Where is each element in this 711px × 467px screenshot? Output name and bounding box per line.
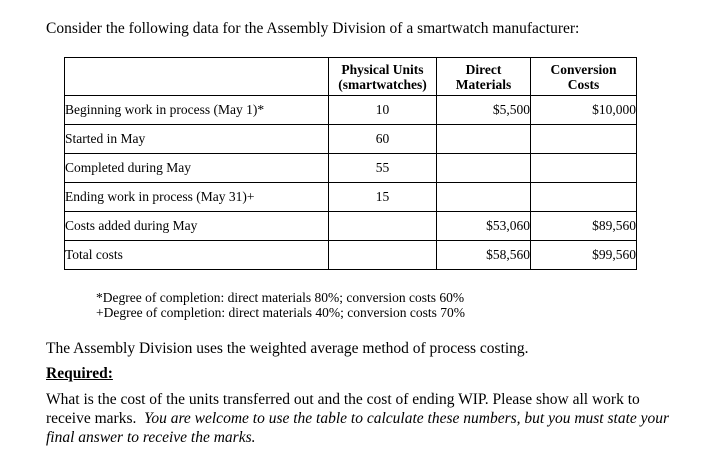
question-text	[46, 390, 686, 447]
conversion-costs-cell: $10,000	[531, 96, 637, 125]
required-heading: Required:	[46, 365, 113, 382]
table-header-row	[65, 58, 637, 96]
table-row	[65, 183, 637, 212]
conversion-costs-cell	[531, 154, 637, 183]
table-row	[65, 154, 637, 183]
conversion-costs-cell: $89,560	[531, 212, 637, 241]
row-label: Started in May	[65, 125, 329, 154]
row-label: Costs added during May	[65, 212, 329, 241]
row-label: Completed during May	[65, 154, 329, 183]
row-label: Beginning work in process (May 1)*	[65, 96, 329, 125]
units-cell	[329, 212, 437, 241]
units-cell	[329, 241, 437, 270]
header-text: Costs	[567, 76, 600, 92]
direct-materials-cell: $5,500	[437, 96, 531, 125]
direct-materials-cell	[437, 125, 531, 154]
header-conversion-costs	[531, 58, 637, 96]
conversion-costs-cell	[531, 183, 637, 212]
intro-text: Consider the following data for the Assembly Division of a smartwatch manufacturer:	[46, 20, 580, 37]
conversion-costs-cell: $99,560	[531, 241, 637, 270]
units-cell: 10	[329, 96, 437, 125]
question-italic: You are welcome to use the table to calculate these numbers, but you must state your final answer to receive the marks.	[46, 410, 670, 446]
table-row	[65, 212, 637, 241]
header-physical-units	[329, 58, 437, 96]
conversion-costs-cell	[531, 125, 637, 154]
table-row	[65, 96, 637, 125]
row-label: Ending work in process (May 31)+	[65, 183, 329, 212]
direct-materials-cell	[437, 154, 531, 183]
row-label: Total costs	[65, 241, 329, 270]
direct-materials-cell	[437, 183, 531, 212]
note-beginning-wip: *Degree of completion: direct materials 80%; conversion costs 60%	[96, 290, 465, 305]
direct-materials-cell: $58,560	[437, 241, 531, 270]
table-row	[65, 125, 637, 154]
header-text: Physical Units	[341, 61, 424, 77]
direct-materials-cell: $53,060	[437, 212, 531, 241]
note-ending-wip: +Degree of completion: direct materials 40%; conversion costs 70%	[96, 305, 466, 320]
units-cell: 15	[329, 183, 437, 212]
header-blank-cell	[65, 58, 329, 96]
header-direct-materials	[437, 58, 531, 96]
completion-notes	[96, 290, 465, 320]
header-text: Conversion	[550, 61, 617, 77]
units-cell: 55	[329, 154, 437, 183]
cost-data-table	[64, 57, 637, 270]
header-text: Direct	[465, 61, 502, 77]
question-plain: What is the cost of the units transferred out and the cost of ending WIP. Please show all work to receive marks.	[46, 391, 640, 427]
header-text: Materials	[455, 76, 512, 92]
units-cell: 60	[329, 125, 437, 154]
table-row	[65, 241, 637, 270]
header-text: (smartwatches)	[338, 76, 427, 92]
method-statement: The Assembly Division uses the weighted average method of process costing.	[46, 340, 529, 357]
